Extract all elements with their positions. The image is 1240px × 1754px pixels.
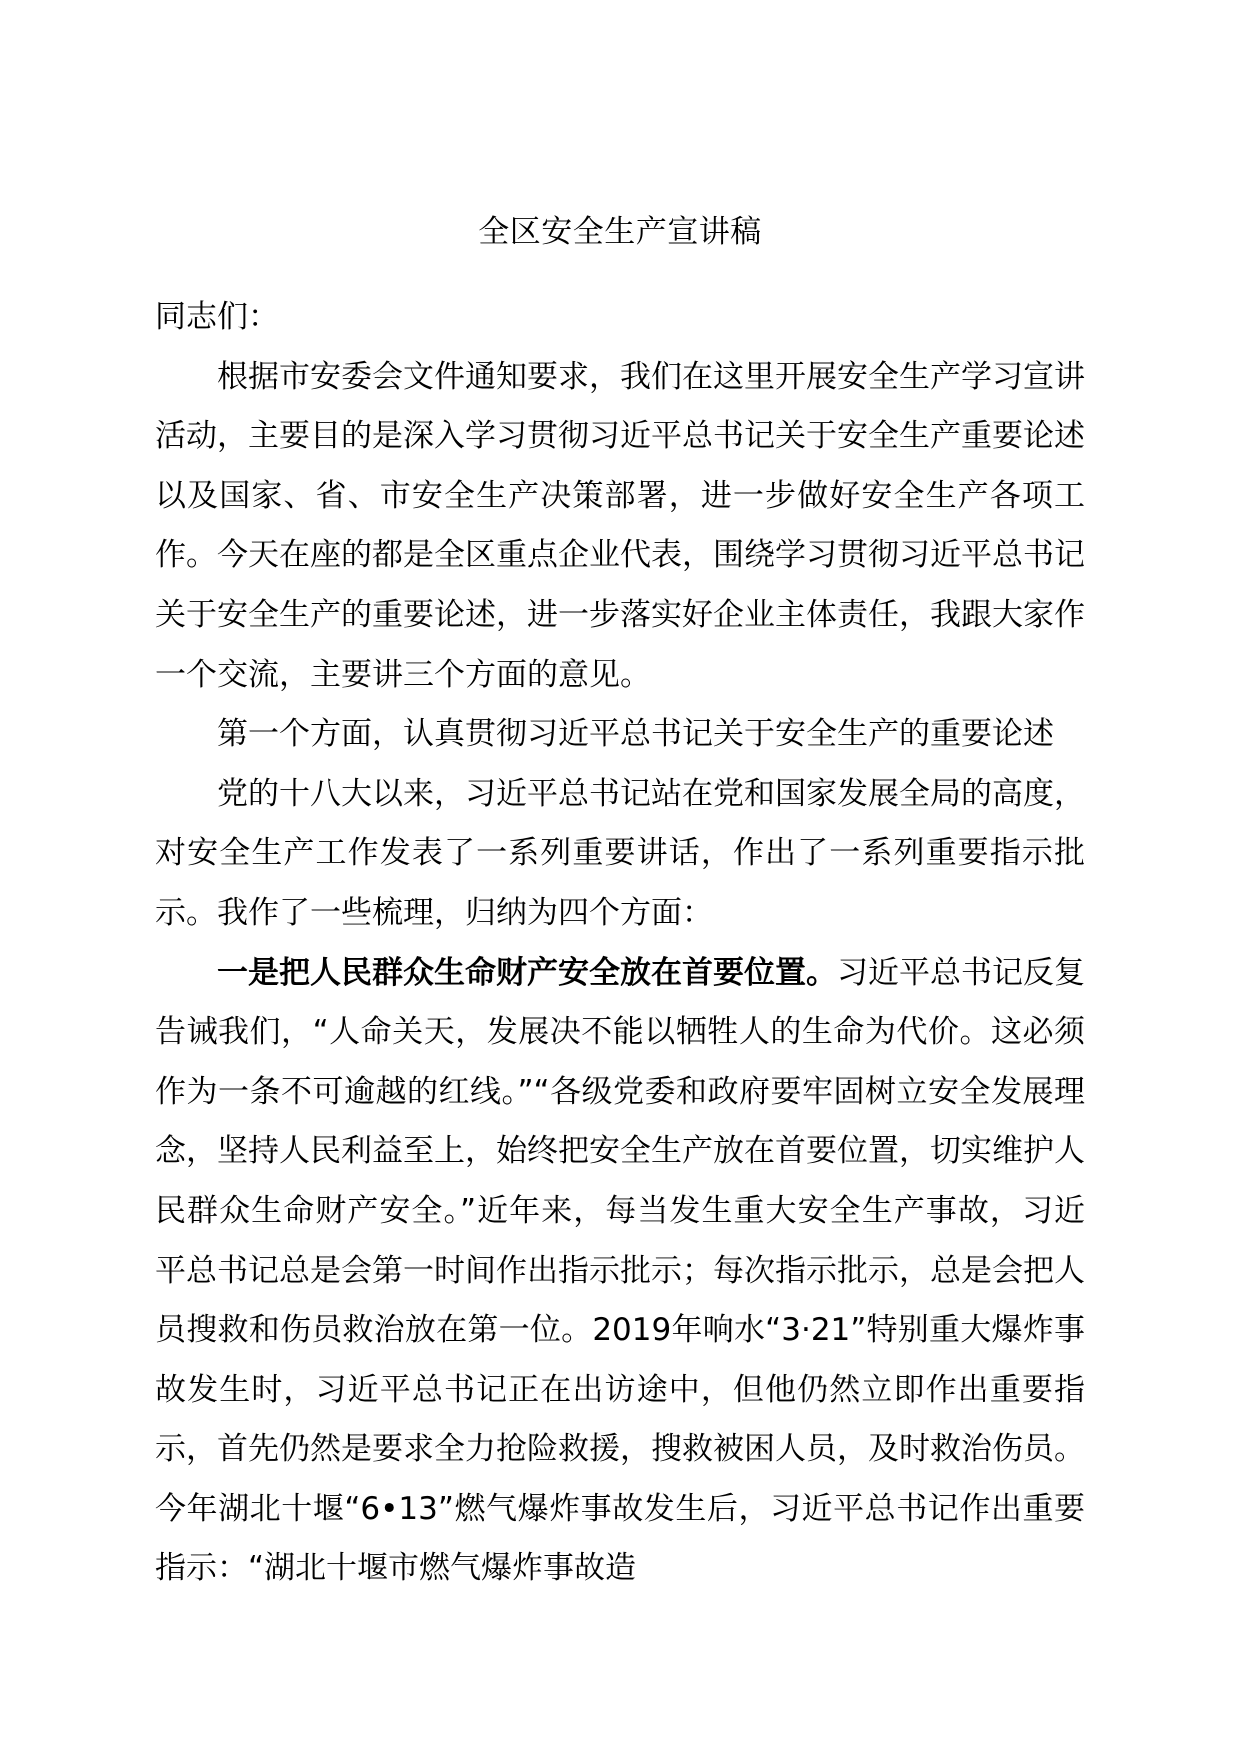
document-body bbox=[155, 288, 1085, 1599]
salutation: 同志们： bbox=[155, 299, 279, 335]
paragraph-overview: 党的十八大以来，习近平总书记站在党和国家发展全局的高度，对安全生产工作发表了一系列重要讲话，作出了一系列重要指示批示。我作了一些梳理，归纳为四个方面： bbox=[155, 775, 1085, 931]
point-one-heading: 一是把人民群众生命财产安全放在首要位置。 bbox=[217, 954, 837, 991]
paragraph-point-one bbox=[155, 944, 1085, 1600]
document-title: 全区安全生产宣讲稿 bbox=[478, 214, 762, 250]
paragraph-intro: 根据市安委会文件通知要求，我们在这里开展安全生产学习宣讲活动，主要目的是深入学习贯彻习近平总书记关于安全生产重要论述以及国家、省、市安全生产决策部署，进一步做好安全生产各项工作。今天在座的都是全区重点企业代表，围绕学习贯彻习近平总书记关于安全生产的重要论述，进一步落实好企业主体责任，我跟大家作一个交流，主要讲三个方面的意见。 bbox=[155, 358, 1085, 693]
section-heading-one: 第一个方面，认真贯彻习近平总书记关于安全生产的重要论述 bbox=[217, 716, 1054, 753]
point-one-text: 习近平总书记反复告诫我们，“人命关天，发展决不能以牺牲人的生命为代价。这必须作为一条不可逾越的红线。”“各级党委和政府要牢固树立安全发展理念，坚持人民利益至上，始终把安全生产放在首要位置，切实维护人民群众生命财产安全。”近年来，每当发生重大安全生产事故，习近平总书记总是会第一时间作出指示批示；每次指示批示，总是会把人员搜救和伤员救治放在第一位。2019年响水“3·21”特别重大爆炸事故发生时，习近平总书记正在出访途中，但他仍然立即作出重要指示，首先仍然是要求全力抢险救援，搜救被困人员，及时救治伤员。今年湖北十堰“6•13”燃气爆炸事故发生后，习近平总书记作出重要指示：“湖北十堰市燃气爆炸事故造 bbox=[155, 954, 1085, 1587]
